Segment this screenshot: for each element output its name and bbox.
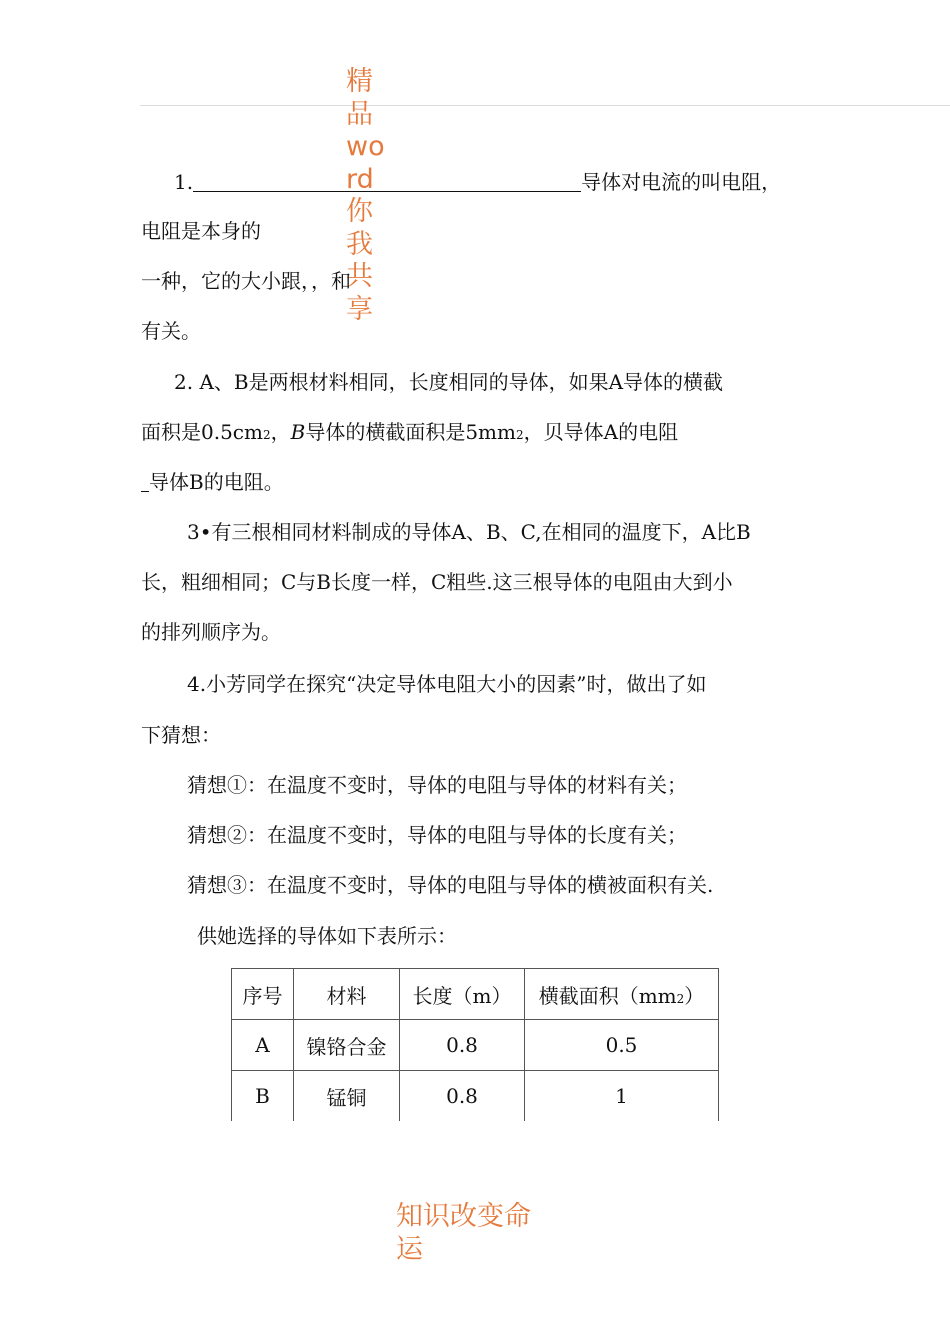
- q3-line3: 的排列顺序为。: [141, 620, 281, 644]
- q2-line2-c: 导体的横截面积是5mm: [305, 420, 516, 444]
- q3-line2: 长，粗细相同；C与B长度一样，C粗些.这三根导体的电阻由大到小: [141, 570, 733, 594]
- q1-tail: 导体对电流的叫电阻，: [581, 170, 782, 194]
- q4-line2: 下猜想：: [141, 723, 221, 747]
- conductor-table: [231, 968, 719, 1121]
- table-row: [232, 1020, 719, 1071]
- th-index: 序号: [232, 969, 294, 1020]
- q1-line1: [174, 170, 781, 194]
- cell-index: B: [232, 1071, 294, 1122]
- q2-line2-d: ，贝导体A的电阻: [523, 420, 679, 444]
- th-area-text: 横截面积（mm: [538, 983, 677, 1008]
- q4-table-intro: 供她选择的导体如下表所示：: [197, 924, 457, 948]
- cell-index: A: [232, 1020, 294, 1071]
- q4-line1: 4.小芳同学在探究“决定导体电阻大小的因素”时，做出了如: [187, 672, 707, 696]
- table-row: [232, 1071, 719, 1122]
- q4-guess2: 猜想②：在温度不变时，导体的电阻与导体的长度有关；: [187, 823, 687, 847]
- cell-area: 0.5: [525, 1020, 719, 1071]
- q3-line1: 3•有三根相同材料制成的导体A、B、C,在相同的温度下，A比B: [187, 520, 751, 544]
- q1-blank: [193, 171, 581, 192]
- header-rule: [140, 105, 950, 106]
- q2-line3-text: 导体B的电阻。: [149, 470, 284, 494]
- th-area: [525, 969, 719, 1020]
- q2-line2-a: 面积是0.5cm: [141, 420, 263, 444]
- cell-area: 1: [525, 1071, 719, 1122]
- th-length: 长度（m）: [400, 969, 525, 1020]
- q1-number: 1.: [174, 170, 194, 194]
- q2-line2: [141, 420, 678, 447]
- q1-line2: 电阻是本身的: [141, 219, 261, 243]
- q4-guess1: 猜想①：在温度不变时，导体的电阻与导体的材料有关；: [187, 773, 687, 797]
- table-header-row: [232, 969, 719, 1020]
- q2-line2-ital: B: [290, 420, 306, 444]
- th-area-close: ）: [684, 983, 705, 1008]
- q1-line4: 有关。: [141, 319, 201, 343]
- q2-line2-sub: 2: [262, 428, 271, 442]
- cell-length: 0.8: [400, 1071, 525, 1122]
- cell-length: 0.8: [400, 1020, 525, 1071]
- watermark-top: 精品word你我共享: [346, 66, 385, 325]
- watermark-bottom: 知识改变命运: [396, 1201, 531, 1265]
- th-area-sub: 2: [676, 991, 685, 1006]
- q1-line3: 一种，它的大小跟，，和: [141, 269, 351, 293]
- q2-line2-b: ，: [270, 420, 291, 444]
- q4-guess3: 猜想③：在温度不变时，导体的电阻与导体的横被面积有关.: [187, 873, 714, 897]
- q2-line1: 2. A、B是两根材料相同，长度相同的导体，如果A导体的横截: [174, 370, 724, 394]
- q2-blank: [141, 471, 149, 492]
- cell-material: 锰铜: [294, 1071, 400, 1122]
- q2-line2-sub2: 2: [515, 428, 524, 442]
- q2-line3: [141, 470, 284, 494]
- th-material: 材料: [294, 969, 400, 1020]
- cell-material: 镍铬合金: [294, 1020, 400, 1071]
